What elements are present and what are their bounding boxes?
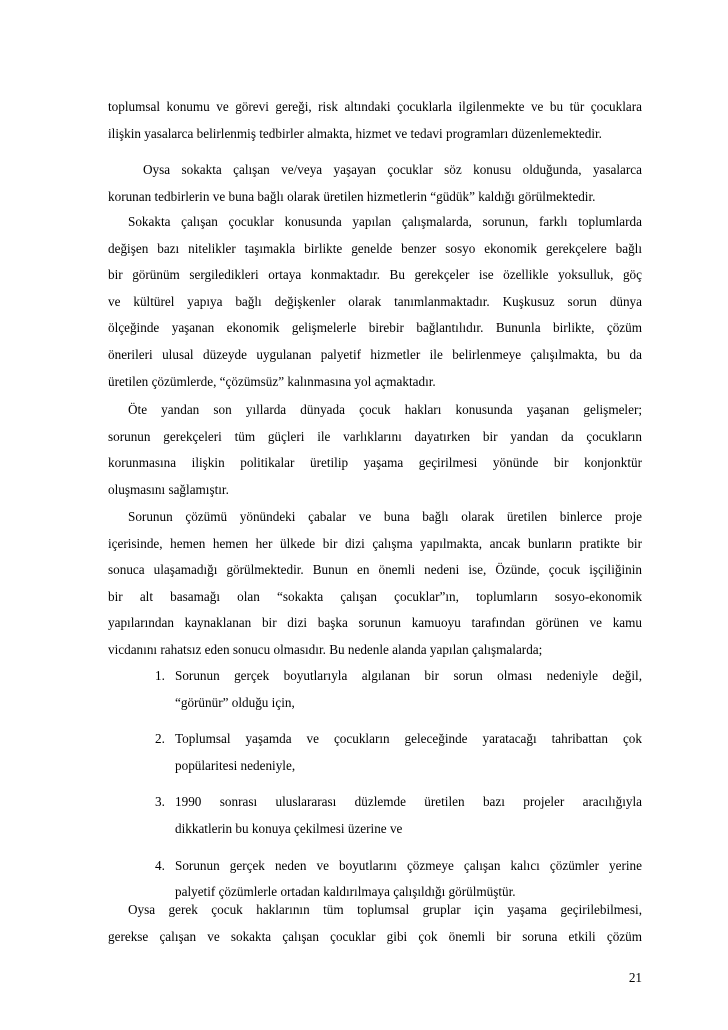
text-line: Oysa gerek çocuk haklarının tüm toplumsal gruplar için yaşama geçirilebilmesi, [128,902,642,917]
paragraph-5 [108,507,642,667]
text-line: korunmasına ilişkin politikalar üretilip yaşama geçirilmesi yönünde bir konjonktür [108,455,642,471]
paragraph-2 [108,160,642,213]
text-line: dikkatlerin bu konuya çekilmesi üzerine ve [175,820,403,836]
text-line: oluşmasını sağlamıştır. [108,481,229,497]
text-line: sorunun gerekçeleri tüm güçleri ile varlıklarını dayatırken bir yandan da çocukların [108,428,642,444]
list-number: 4. [155,857,165,873]
text-line: palyetif çözümlerle ortadan kaldırılmaya çalışıldığı görülmüştür. [175,884,516,900]
text-line: “görünür” olduğu için, [175,694,295,710]
closing-paragraph [108,900,642,953]
list-number: 3. [155,794,165,810]
text-line: önerileri ulusal düzeyde uygulanan palyetif hizmetler ile belirlenmeye çalışılmakta, bu da [108,346,642,362]
text-line: bir alt basamağı olan “sokakta çalışan çocuklar”ın, toplumların sosyo-ekonomik [108,588,642,604]
list-item [155,666,642,719]
list-number: 1. [155,668,165,683]
text-line: yapılarından kaynaklanan bir dizi başka sorunun kamuoyu tarafından görünen ve kamu [108,615,642,631]
text-line: Oysa sokakta çalışan ve/veya yaşayan çocuklar söz konusu olduğunda, yasalarca [143,162,642,177]
text-line: içerisinde, hemen hemen her ülkede bir dizi çalışma yapılmakta, ancak bunların pratikte bir [108,535,642,551]
text-line: bir görünüm sergiledikleri ortaya konmaktadır. Bu gerekçeler ise özellikle yoksulluk, göç [108,267,642,283]
page-number: 21 [628,970,642,985]
text-line: Sorunun gerçek neden ve boyutlarını çözmeye çalışan kalıcı çözümler yerine [175,857,642,873]
numbered-list [155,666,642,909]
paragraph-1 [108,97,642,150]
text-line: sonuca ulaşamadığı görülmektedir. Bunun en önemli nedeni ise, Özünde, çocuk işçiliğinin [108,562,642,578]
paragraph-3 [108,212,642,398]
text-line: üretilen çözümlerde, “çözümsüz” kalınmasına yol açmaktadır. [108,373,436,389]
text-line: toplumsal konumu ve görevi gereği, risk altındaki çocuklarla ilgilenmekte ve bu tür çocuklara [108,99,642,114]
text-line: vicdanını rahatsız eden sonucu olmasıdır. Bu nedenle alanda yapılan çalışmalarda; [108,641,543,657]
text-line: korunan tedbirlerin ve buna bağlı olarak üretilen hizmetlerin “güdük” kaldığı görülmektedir. [108,188,596,204]
text-line: popülaritesi nedeniyle, [175,757,296,773]
text-line: Öte yandan son yıllarda dünyada çocuk hakları konusunda yaşanan gelişmeler; [128,402,642,417]
text-line: 1990 sonrası uluslararası düzlemde üretilen bazı projeler aracılığıyla [175,794,642,810]
text-line: ölçeğinde yaşanan ekonomik gelişmelerle birebir bağlantılıdır. Bununla birlikte, çözüm [108,320,642,336]
text-line: Sorunun gerçek boyutlarıyla algılanan bir sorun olması nedeniyle değil, [175,668,642,683]
text-line: Toplumsal yaşamda ve çocukların geleceğinde yaratacağı tahribattan çok [175,731,642,747]
text-line: ve kültürel yapıya bağlı değişkenler olarak tanımlanmaktadır. Kuşkusuz sorun dünya [108,293,642,309]
text-line: ilişkin yasalarca belirlenmiş tedbirler almakta, hizmet ve tedavi programları düzenlemektedir. [108,125,602,141]
text-line: Sokakta çalışan çocuklar konusunda yapılan çalışmalarda, sorunun, farklı toplumlarda [128,214,642,229]
list-item [155,792,642,845]
text-line: gerekse çalışan ve sokakta çalışan çocuklar gibi çok önemli bir soruna etkili çözüm [108,928,642,944]
paragraph-4 [108,400,642,506]
list-number: 2. [155,731,165,747]
list-item [155,729,642,782]
text-line: değişen bazı nitelikler taşımakla birlikte genelde benzer sosyo ekonomik gerekçelere bağlı [108,240,642,256]
text-line: Sorunun çözümü yönündeki çabalar ve buna bağlı olarak üretilen binlerce proje [128,509,642,524]
